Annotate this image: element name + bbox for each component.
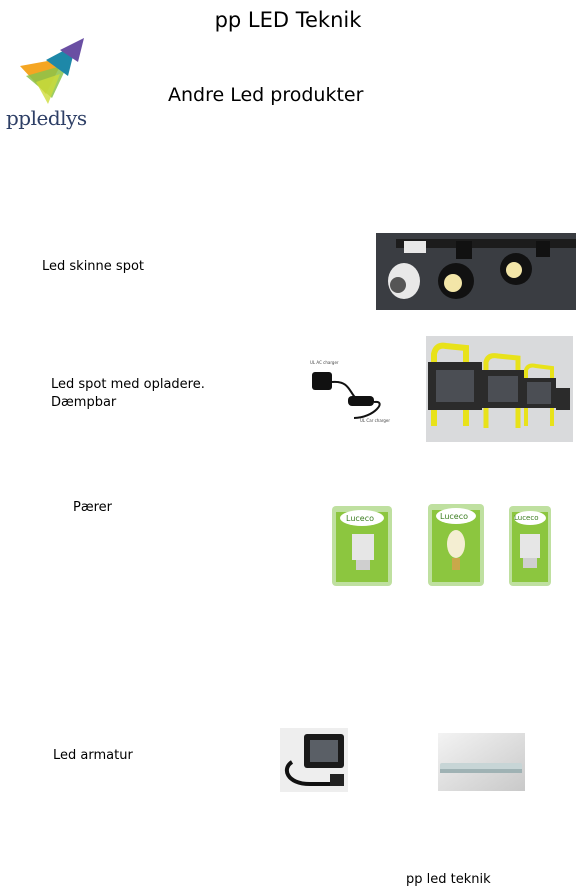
bulb-brand-1: Luceco xyxy=(346,514,374,523)
bulb-brand-2: Luceco xyxy=(440,512,468,521)
product-label-flood-spot-line1: Led spot med opladere. xyxy=(51,377,205,392)
product-label-fixture: Led armatur xyxy=(53,748,133,763)
product-label-track-spot: Led skinne spot xyxy=(42,259,144,274)
footer-text: pp led teknik xyxy=(406,872,491,887)
page-title: pp LED Teknik xyxy=(214,8,362,32)
product-label-flood-spot-line2: Dæmpbar xyxy=(51,395,117,410)
ppledlys-logo xyxy=(6,36,102,136)
product-label-bulbs: Pærer xyxy=(73,500,113,515)
logo-arrows-icon xyxy=(6,36,102,108)
product-label-flood-spot xyxy=(51,376,205,412)
chargers-image xyxy=(304,360,394,426)
charger-label-ac: UL AC charger xyxy=(310,360,339,365)
bulb-brand-3: Luceco xyxy=(514,514,539,522)
bulb-pack-image-1 xyxy=(330,500,394,588)
charger-label-car: UL Car charger xyxy=(360,418,390,423)
flood-lights-image xyxy=(426,336,573,442)
page-subtitle: Andre Led produkter xyxy=(168,84,364,106)
bulb-pack-image-2 xyxy=(426,498,486,588)
linear-fixture-image xyxy=(438,733,525,791)
floodlight-fixture-image xyxy=(280,728,348,792)
logo-text: ppledlys xyxy=(6,106,87,130)
track-spot-image xyxy=(376,233,576,310)
bulb-pack-image-3 xyxy=(508,500,552,588)
